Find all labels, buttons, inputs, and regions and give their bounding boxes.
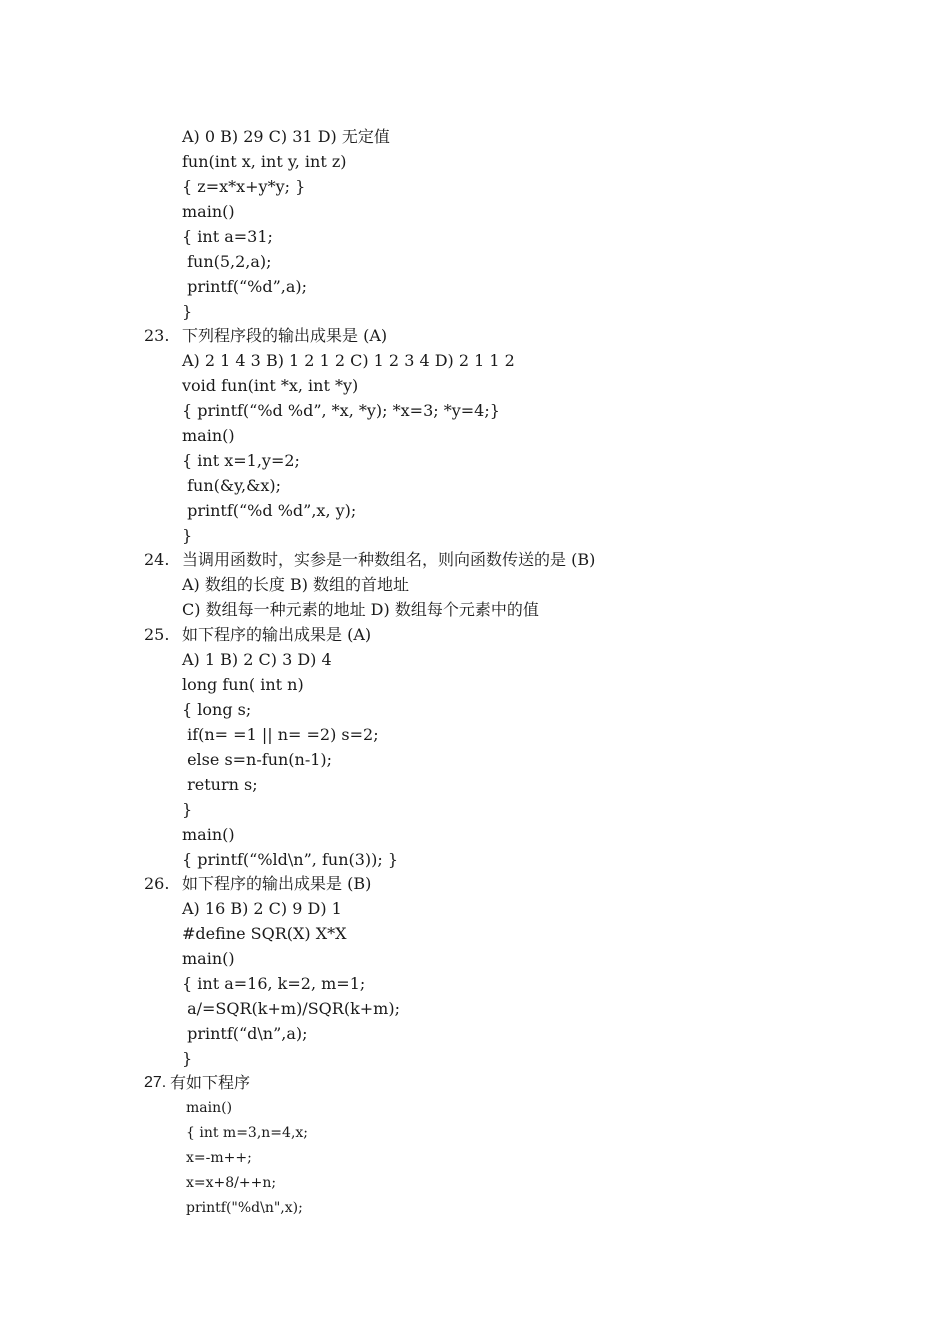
code-line: { int a=16, k=2, m=1;: [182, 974, 366, 993]
code-line: fun(int x, int y, int z): [182, 152, 347, 171]
code-line: fun(&y,&x);: [182, 476, 281, 495]
q25-options: A) 1 B) 2 C) 3 D) 4: [182, 650, 332, 669]
q24-options-line-1: A) 数组的长度 B) 数组的首地址: [182, 575, 410, 594]
q22-options: A) 0 B) 29 C) 31 D) 无定值: [182, 127, 390, 146]
question-text: 如下程序的输出成果是 (B): [182, 874, 372, 893]
code-line: printf(“%d”,a);: [182, 277, 308, 296]
code-line: else s=n-fun(n-1);: [182, 750, 333, 769]
question-text: 下列程序段的输出成果是 (A): [182, 326, 388, 345]
code-line: { printf(“%d %d”, *x, *y); *x=3; *y=4;}: [182, 401, 500, 420]
code-line: fun(5,2,a);: [182, 252, 272, 271]
code-line: #define SQR(X) X*X: [182, 924, 347, 943]
q24-options-line-2: C) 数组每一种元素的地址 D) 数组每个元素中的值: [182, 600, 539, 619]
question-number: 25.: [144, 625, 170, 644]
code-line: { printf(“%ld\n”, fun(3)); }: [182, 850, 399, 869]
code-line: }: [182, 800, 193, 819]
code-line: printf("%d\n",x);: [186, 1200, 303, 1216]
code-line: long fun( int n): [182, 675, 304, 694]
code-line: main(): [186, 1100, 233, 1116]
code-line: x=x+8/++n;: [186, 1175, 277, 1191]
code-line: printf(“d\n”,a);: [182, 1024, 308, 1043]
code-line: }: [182, 1049, 193, 1068]
question-number: 24.: [144, 550, 170, 569]
code-line: }: [182, 302, 193, 321]
code-line: }: [182, 526, 193, 545]
question-number: 26.: [144, 874, 170, 893]
code-line: main(): [182, 202, 235, 221]
code-line: { long s;: [182, 700, 252, 719]
question-text: 当调用函数时，实参是一种数组名，则向函数传送的是 (B): [182, 550, 596, 569]
question-text: 有如下程序: [170, 1073, 251, 1092]
code-line: main(): [182, 426, 235, 445]
q26-options: A) 16 B) 2 C) 9 D) 1: [182, 899, 342, 918]
question-number: 23.: [144, 326, 170, 345]
code-line: main(): [182, 949, 235, 968]
code-line: { int x=1,y=2;: [182, 451, 300, 470]
code-line: main(): [182, 825, 235, 844]
code-line: a/=SQR(k+m)/SQR(k+m);: [182, 999, 400, 1018]
question-number: 27.: [144, 1074, 167, 1091]
code-line: printf(“%d %d”,x, y);: [182, 501, 357, 520]
code-line: void fun(int *x, int *y): [182, 376, 359, 395]
question-text: 如下程序的输出成果是 (A): [182, 625, 372, 644]
code-line: { z=x*x+y*y; }: [182, 177, 306, 196]
q23-options: A) 2 1 4 3 B) 1 2 1 2 C) 1 2 3 4 D) 2 1 1 2: [182, 351, 515, 370]
code-line: if(n= =1 || n= =2) s=2;: [182, 725, 379, 744]
code-line: x=-m++;: [186, 1150, 252, 1166]
code-line: { int m=3,n=4,x;: [186, 1125, 309, 1141]
code-line: { int a=31;: [182, 227, 273, 246]
code-line: return s;: [182, 775, 258, 794]
